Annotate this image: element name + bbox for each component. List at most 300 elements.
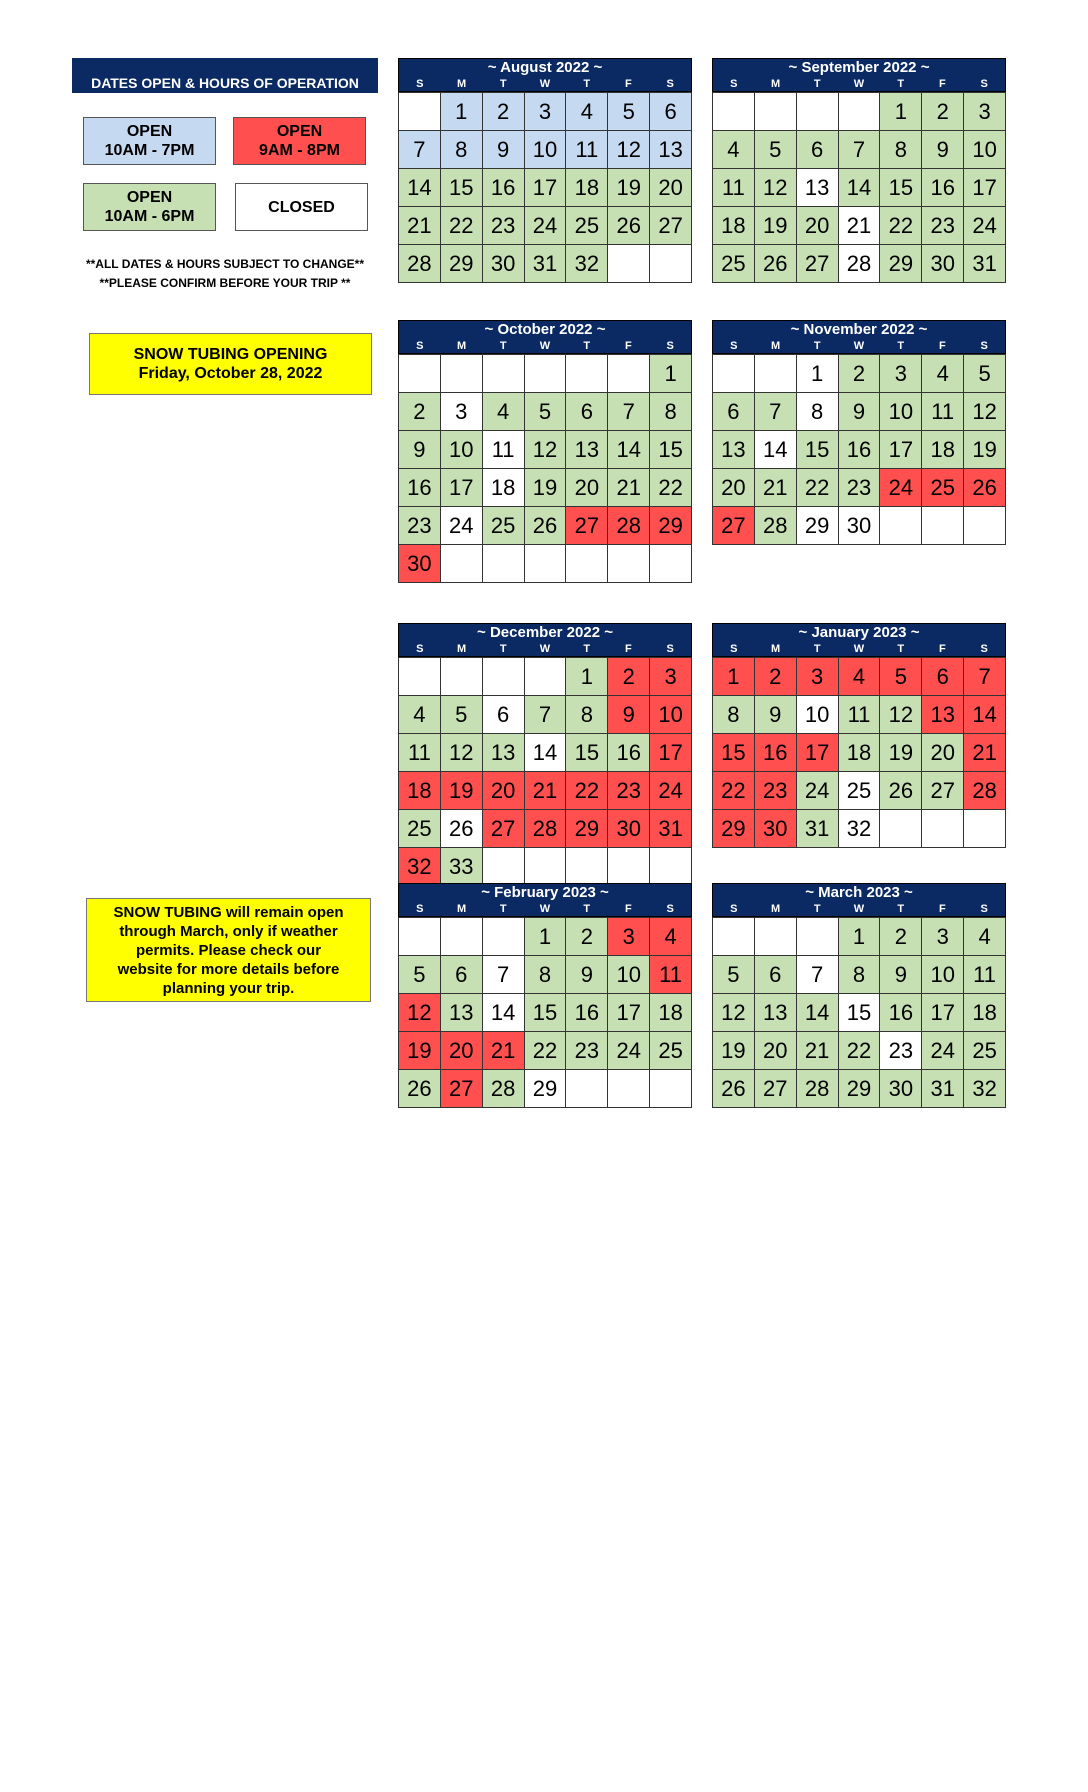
day-cell: 18	[650, 994, 692, 1032]
month-title: ~ October 2022 ~	[484, 321, 606, 338]
day-cell: 30	[608, 810, 650, 848]
weekday-label: T	[813, 643, 821, 655]
month-calendar-august-2022	[398, 58, 692, 283]
day-cell: 25	[483, 507, 525, 545]
day-cell: 9	[922, 131, 964, 169]
day-cell: 27	[922, 772, 964, 810]
empty-day-cell	[650, 245, 692, 283]
snow-tubing-opening-box	[89, 333, 372, 395]
day-cell: 1	[797, 355, 839, 393]
day-cell: 22	[839, 1032, 881, 1070]
day-cell: 14	[964, 696, 1006, 734]
weekday-label: S	[730, 903, 738, 915]
weekday-label: T	[499, 340, 507, 352]
day-cell: 10	[650, 696, 692, 734]
day-cell: 28	[839, 245, 881, 283]
weekday-header-row	[399, 77, 691, 91]
day-cell: 1	[880, 93, 922, 131]
day-cell: 18	[399, 772, 441, 810]
weekday-label: T	[897, 903, 905, 915]
weekday-label: S	[730, 643, 738, 655]
empty-day-cell	[566, 355, 608, 393]
day-cell: 19	[964, 431, 1006, 469]
day-cell: 26	[441, 810, 483, 848]
day-cell: 30	[483, 245, 525, 283]
day-cell: 8	[880, 131, 922, 169]
legend-label: OPEN	[276, 123, 323, 140]
day-cell: 3	[922, 918, 964, 956]
day-cell: 3	[964, 93, 1006, 131]
legend-label: OPEN	[126, 123, 173, 140]
day-cell: 5	[525, 393, 567, 431]
day-cell: 10	[608, 956, 650, 994]
day-cell: 6	[797, 131, 839, 169]
day-cell: 28	[483, 1070, 525, 1108]
day-cell: 25	[713, 245, 755, 283]
weekday-label: S	[666, 643, 674, 655]
month-calendar-october-2022	[398, 320, 692, 583]
day-cell: 1	[650, 355, 692, 393]
days-grid	[712, 917, 1006, 1108]
weekday-label: T	[583, 78, 591, 90]
day-cell: 14	[483, 994, 525, 1032]
day-cell: 10	[880, 393, 922, 431]
weekday-label: W	[853, 340, 865, 352]
weekday-label: M	[770, 340, 781, 352]
day-cell: 22	[797, 469, 839, 507]
empty-day-cell	[399, 93, 441, 131]
weekday-label: T	[583, 643, 591, 655]
month-header	[712, 320, 1006, 354]
day-cell: 29	[525, 1070, 567, 1108]
day-cell: 8	[441, 131, 483, 169]
weekday-label: T	[897, 340, 905, 352]
month-title: ~ December 2022 ~	[477, 624, 613, 641]
snow-march-line: SNOW TUBING will remain open	[113, 903, 344, 921]
day-cell: 2	[566, 918, 608, 956]
day-cell: 10	[441, 431, 483, 469]
day-cell: 12	[880, 696, 922, 734]
day-cell: 16	[608, 734, 650, 772]
day-cell: 9	[566, 956, 608, 994]
weekday-label: F	[939, 340, 946, 352]
day-cell: 31	[797, 810, 839, 848]
weekday-label: T	[499, 78, 507, 90]
day-cell: 17	[608, 994, 650, 1032]
days-grid	[712, 657, 1006, 848]
day-cell: 10	[922, 956, 964, 994]
day-cell: 11	[399, 734, 441, 772]
day-cell: 29	[441, 245, 483, 283]
weekday-label: S	[416, 643, 424, 655]
month-title: ~ January 2023 ~	[798, 624, 920, 641]
day-cell: 12	[441, 734, 483, 772]
empty-day-cell	[650, 1070, 692, 1108]
empty-day-cell	[566, 545, 608, 583]
legend-hours: 9AM - 8PM	[259, 142, 340, 159]
day-cell: 29	[839, 1070, 881, 1108]
empty-day-cell	[880, 507, 922, 545]
day-cell: 28	[608, 507, 650, 545]
day-cell: 27	[483, 810, 525, 848]
weekday-label: F	[625, 643, 632, 655]
empty-day-cell	[755, 93, 797, 131]
weekday-header-row	[713, 339, 1005, 353]
day-cell: 21	[797, 1032, 839, 1070]
notice-confirm-trip: **PLEASE CONFIRM BEFORE YOUR TRIP **	[99, 276, 351, 290]
day-cell: 14	[608, 431, 650, 469]
month-calendar-november-2022	[712, 320, 1006, 545]
days-grid	[398, 354, 692, 583]
month-calendar-december-2022	[398, 623, 692, 886]
day-cell: 26	[608, 207, 650, 245]
day-cell: 6	[922, 658, 964, 696]
day-cell: 18	[922, 431, 964, 469]
day-cell: 1	[441, 93, 483, 131]
day-cell: 9	[839, 393, 881, 431]
day-cell: 19	[713, 1032, 755, 1070]
month-calendar-february-2023	[398, 883, 692, 1108]
day-cell: 2	[755, 658, 797, 696]
weekday-label: W	[853, 643, 865, 655]
empty-day-cell	[650, 848, 692, 886]
day-cell: 17	[964, 169, 1006, 207]
day-cell: 15	[797, 431, 839, 469]
day-cell: 2	[839, 355, 881, 393]
legend-open-10am-6pm	[83, 183, 216, 231]
day-cell: 25	[922, 469, 964, 507]
day-cell: 1	[713, 658, 755, 696]
legend-closed	[235, 183, 368, 231]
day-cell: 3	[441, 393, 483, 431]
weekday-label: F	[625, 903, 632, 915]
weekday-label: W	[853, 903, 865, 915]
day-cell: 23	[608, 772, 650, 810]
day-cell: 1	[839, 918, 881, 956]
day-cell: 8	[566, 696, 608, 734]
snow-tubing-march-box	[86, 898, 371, 1002]
day-cell: 2	[880, 918, 922, 956]
weekday-header-row	[713, 642, 1005, 656]
month-header	[712, 883, 1006, 917]
day-cell: 28	[797, 1070, 839, 1108]
day-cell: 7	[525, 696, 567, 734]
day-cell: 31	[922, 1070, 964, 1108]
day-cell: 26	[713, 1070, 755, 1108]
empty-day-cell	[608, 545, 650, 583]
day-cell: 31	[525, 245, 567, 283]
day-cell: 8	[525, 956, 567, 994]
day-cell: 4	[399, 696, 441, 734]
snow-opening-title: SNOW TUBING OPENING	[133, 346, 328, 363]
weekday-header-row	[399, 902, 691, 916]
day-cell: 2	[399, 393, 441, 431]
day-cell: 20	[650, 169, 692, 207]
day-cell: 14	[797, 994, 839, 1032]
day-cell: 1	[566, 658, 608, 696]
weekday-label: S	[980, 78, 988, 90]
empty-day-cell	[964, 810, 1006, 848]
notice-subject-to-change: **ALL DATES & HOURS SUBJECT TO CHANGE**	[85, 257, 365, 271]
day-cell: 30	[880, 1070, 922, 1108]
day-cell: 1	[525, 918, 567, 956]
empty-day-cell	[441, 355, 483, 393]
day-cell: 3	[525, 93, 567, 131]
empty-day-cell	[441, 658, 483, 696]
empty-day-cell	[483, 658, 525, 696]
day-cell: 12	[608, 131, 650, 169]
empty-day-cell	[525, 848, 567, 886]
day-cell: 16	[755, 734, 797, 772]
day-cell: 29	[797, 507, 839, 545]
day-cell: 4	[839, 658, 881, 696]
day-cell: 25	[839, 772, 881, 810]
month-header	[398, 58, 692, 92]
day-cell: 9	[880, 956, 922, 994]
day-cell: 9	[608, 696, 650, 734]
weekday-label: T	[813, 78, 821, 90]
day-cell: 14	[839, 169, 881, 207]
weekday-label: M	[456, 903, 467, 915]
weekday-label: F	[939, 643, 946, 655]
month-header	[398, 883, 692, 917]
day-cell: 15	[441, 169, 483, 207]
day-cell: 22	[441, 207, 483, 245]
empty-day-cell	[399, 658, 441, 696]
day-cell: 5	[399, 956, 441, 994]
weekday-label: T	[583, 340, 591, 352]
day-cell: 5	[713, 956, 755, 994]
day-cell: 21	[839, 207, 881, 245]
day-cell: 19	[880, 734, 922, 772]
day-cell: 14	[525, 734, 567, 772]
empty-day-cell	[797, 918, 839, 956]
day-cell: 11	[964, 956, 1006, 994]
days-grid	[398, 917, 692, 1108]
snow-march-line: website for more details before	[117, 960, 340, 978]
day-cell: 3	[797, 658, 839, 696]
day-cell: 24	[964, 207, 1006, 245]
day-cell: 5	[441, 696, 483, 734]
day-cell: 2	[608, 658, 650, 696]
day-cell: 5	[964, 355, 1006, 393]
day-cell: 22	[880, 207, 922, 245]
weekday-label: W	[853, 78, 865, 90]
empty-day-cell	[839, 93, 881, 131]
day-cell: 24	[650, 772, 692, 810]
day-cell: 20	[713, 469, 755, 507]
empty-day-cell	[525, 355, 567, 393]
day-cell: 10	[797, 696, 839, 734]
day-cell: 21	[755, 469, 797, 507]
day-cell: 8	[713, 696, 755, 734]
day-cell: 32	[566, 245, 608, 283]
month-header	[712, 623, 1006, 657]
day-cell: 4	[713, 131, 755, 169]
day-cell: 19	[441, 772, 483, 810]
day-cell: 15	[525, 994, 567, 1032]
weekday-label: W	[539, 340, 551, 352]
month-title: ~ November 2022 ~	[790, 321, 928, 338]
legend-label: OPEN	[126, 189, 173, 206]
day-cell: 29	[713, 810, 755, 848]
day-cell: 14	[755, 431, 797, 469]
day-cell: 6	[755, 956, 797, 994]
empty-day-cell	[399, 918, 441, 956]
empty-day-cell	[608, 1070, 650, 1108]
empty-day-cell	[525, 658, 567, 696]
day-cell: 31	[650, 810, 692, 848]
day-cell: 4	[566, 93, 608, 131]
day-cell: 13	[755, 994, 797, 1032]
empty-day-cell	[441, 918, 483, 956]
day-cell: 17	[922, 994, 964, 1032]
days-grid	[398, 92, 692, 283]
day-cell: 23	[483, 207, 525, 245]
day-cell: 22	[525, 1032, 567, 1070]
empty-day-cell	[483, 355, 525, 393]
month-header	[398, 623, 692, 657]
day-cell: 21	[964, 734, 1006, 772]
day-cell: 9	[755, 696, 797, 734]
day-cell: 13	[922, 696, 964, 734]
weekday-label: W	[539, 78, 551, 90]
day-cell: 24	[922, 1032, 964, 1070]
day-cell: 28	[525, 810, 567, 848]
day-cell: 9	[399, 431, 441, 469]
day-cell: 32	[399, 848, 441, 886]
day-cell: 26	[755, 245, 797, 283]
empty-day-cell	[483, 545, 525, 583]
days-grid	[712, 92, 1006, 283]
day-cell: 23	[880, 1032, 922, 1070]
weekday-label: W	[539, 903, 551, 915]
day-cell: 17	[525, 169, 567, 207]
day-cell: 15	[713, 734, 755, 772]
day-cell: 10	[525, 131, 567, 169]
month-calendar-january-2023	[712, 623, 1006, 848]
day-cell: 19	[525, 469, 567, 507]
day-cell: 11	[566, 131, 608, 169]
day-cell: 7	[483, 956, 525, 994]
month-header	[712, 58, 1006, 92]
day-cell: 21	[525, 772, 567, 810]
month-title: ~ February 2023 ~	[481, 884, 609, 901]
day-cell: 4	[483, 393, 525, 431]
day-cell: 32	[964, 1070, 1006, 1108]
day-cell: 13	[566, 431, 608, 469]
empty-day-cell	[922, 507, 964, 545]
month-calendar-september-2022	[712, 58, 1006, 283]
day-cell: 7	[839, 131, 881, 169]
weekday-label: S	[666, 340, 674, 352]
day-cell: 13	[441, 994, 483, 1032]
day-cell: 10	[964, 131, 1006, 169]
day-cell: 24	[525, 207, 567, 245]
weekday-header-row	[713, 902, 1005, 916]
day-cell: 7	[399, 131, 441, 169]
day-cell: 19	[755, 207, 797, 245]
day-cell: 4	[964, 918, 1006, 956]
weekday-label: T	[499, 903, 507, 915]
day-cell: 20	[922, 734, 964, 772]
day-cell: 2	[483, 93, 525, 131]
snow-march-line: permits. Please check our	[135, 941, 322, 959]
day-cell: 28	[755, 507, 797, 545]
day-cell: 21	[483, 1032, 525, 1070]
day-cell: 7	[964, 658, 1006, 696]
day-cell: 15	[566, 734, 608, 772]
day-cell: 7	[797, 956, 839, 994]
day-cell: 5	[880, 658, 922, 696]
day-cell: 23	[755, 772, 797, 810]
day-cell: 17	[650, 734, 692, 772]
day-cell: 30	[922, 245, 964, 283]
empty-day-cell	[566, 1070, 608, 1108]
day-cell: 22	[713, 772, 755, 810]
empty-day-cell	[880, 810, 922, 848]
month-title: ~ September 2022 ~	[788, 59, 930, 76]
month-calendar-march-2023	[712, 883, 1006, 1108]
day-cell: 12	[525, 431, 567, 469]
day-cell: 18	[839, 734, 881, 772]
empty-day-cell	[399, 355, 441, 393]
day-cell: 18	[713, 207, 755, 245]
day-cell: 27	[713, 507, 755, 545]
day-cell: 30	[399, 545, 441, 583]
day-cell: 5	[608, 93, 650, 131]
weekday-label: W	[539, 643, 551, 655]
weekday-label: F	[939, 903, 946, 915]
month-title: ~ August 2022 ~	[487, 59, 603, 76]
day-cell: 18	[964, 994, 1006, 1032]
day-cell: 14	[399, 169, 441, 207]
day-cell: 29	[650, 507, 692, 545]
day-cell: 16	[483, 169, 525, 207]
weekday-label: S	[416, 903, 424, 915]
day-cell: 28	[964, 772, 1006, 810]
days-grid	[398, 657, 692, 886]
day-cell: 21	[399, 207, 441, 245]
day-cell: 26	[525, 507, 567, 545]
day-cell: 4	[650, 918, 692, 956]
month-title: ~ March 2023 ~	[805, 884, 913, 901]
day-cell: 27	[797, 245, 839, 283]
day-cell: 30	[755, 810, 797, 848]
empty-day-cell	[797, 93, 839, 131]
day-cell: 26	[880, 772, 922, 810]
day-cell: 5	[755, 131, 797, 169]
day-cell: 13	[483, 734, 525, 772]
empty-day-cell	[713, 93, 755, 131]
empty-day-cell	[483, 918, 525, 956]
legend-label: CLOSED	[268, 198, 335, 216]
day-cell: 7	[755, 393, 797, 431]
day-cell: 30	[839, 507, 881, 545]
day-cell: 24	[797, 772, 839, 810]
day-cell: 28	[399, 245, 441, 283]
weekday-label: M	[456, 643, 467, 655]
day-cell: 15	[650, 431, 692, 469]
snow-march-line: through March, only if weather	[119, 922, 338, 940]
weekday-label: T	[813, 903, 821, 915]
day-cell: 26	[964, 469, 1006, 507]
weekday-label: S	[666, 78, 674, 90]
month-header	[398, 320, 692, 354]
weekday-label: T	[897, 78, 905, 90]
day-cell: 6	[713, 393, 755, 431]
day-cell: 27	[566, 507, 608, 545]
